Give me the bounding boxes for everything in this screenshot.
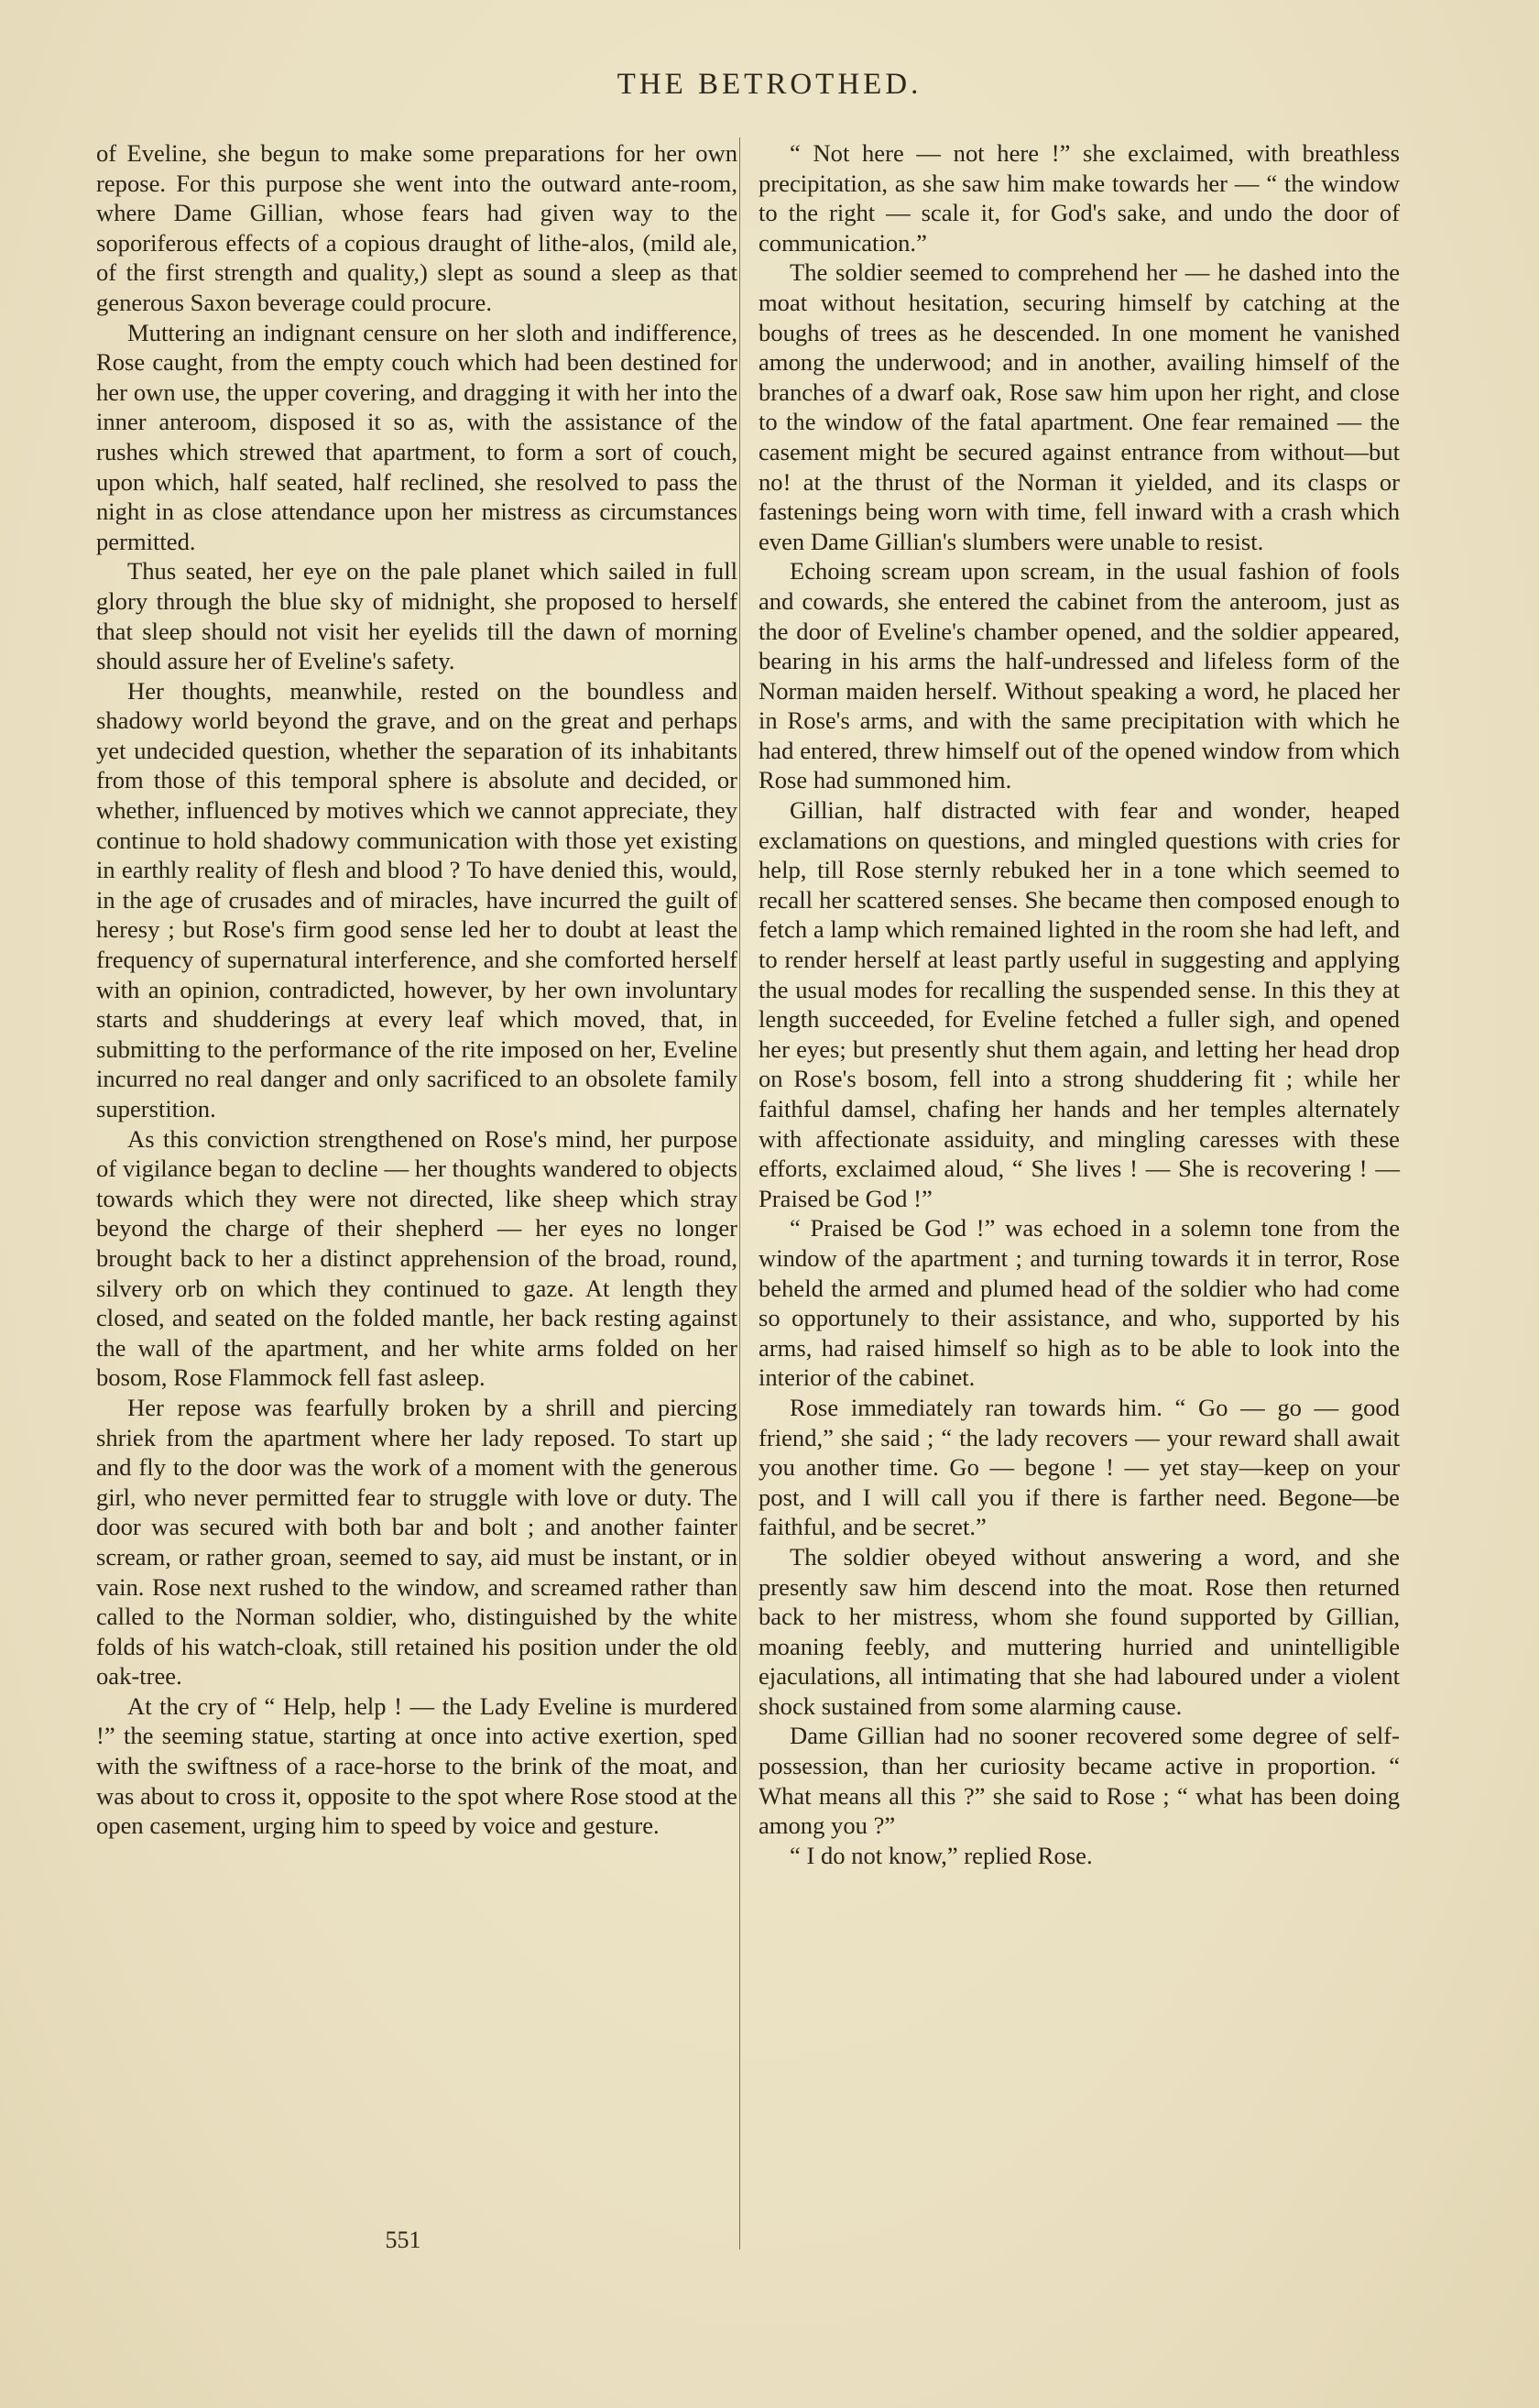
paragraph: Muttering an indignant censure on her sloth and indifference, Rose caught, from the empty couch which had been destined for her own use, the upper covering, and dragging it with her into the inner anteroom, disposed it so as, with the assistance of the rushes which strewed that apartment, to form a sort of couch, upon which, half seated, half reclined, she resolved to pass the night in as close attendance upon her mistress as circumstances permitted. [96,318,737,555]
paragraph: Echoing scream upon scream, in the usual fashion of fools and cowards, she entered the cabinet from the anteroom, just as the door of Eveline's chamber opened, and the soldier appeared, bearing in his arms the half-undressed and lifeless form of the Norman maiden herself. Without speaking a word, he placed her in Rose's arms, and with the same precipitation with which he had entered, threw himself out of the opened window from which Rose had summoned him. [759,557,1400,794]
page-number: 551 [385,2227,421,2253]
paragraph: “ I do not know,” replied Rose. [790,1841,1093,1869]
paragraph: of Eveline, she begun to make some preparations for her own repose. For this purpose she went into the outward ante-room, where Dame Gillian, whose fears had given way to the soporiferous effects of a copious draught of lithe-alos, (mild ale, of the first strength and quality,) slept as sound a sleep as that generous Saxon beverage could procure. [96,139,737,316]
running-head: THE BETROTHED. [617,68,922,101]
paragraph: “ Praised be God !” was echoed in a solemn tone from the window of the apartment ; and turning towards it in terror, Rose beheld the armed and plumed head of the soldier who had come so opportunely to their assistance, and who, supported by his arms, had raised himself so high as to be able to look into the interior of the cabinet. [759,1214,1400,1392]
right-column [759,138,1400,1870]
paragraph: Her repose was fearfully broken by a shrill and piercing shriek from the apartment where her lady reposed. To start up and fly to the door was the work of a moment with the generous girl, who never permitted fear to struggle with love or duty. The door was secured with both bar and bolt ; and another fainter scream, or rather groan, seemed to say, aid must be instant, or in vain. Rose next rushed to the window, and screamed rather than called to the Norman soldier, who, distinguished by the white folds of his watch-cloak, still retained his position under the old oak-tree. [96,1393,737,1691]
paragraph: Thus seated, her eye on the pale planet which sailed in full glory through the blue sky of midnight, she proposed to herself that sleep should not visit her eyelids till the dawn of morning should assure her of Eveline's safety. [96,557,737,675]
paragraph: As this conviction strengthened on Rose's mind, her purpose of vigilance began to decline — her thoughts wandered to objects towards which they were not directed, like sheep which stray beyond the charge of their shepherd — her eyes no longer brought back to her a distinct apprehension of the broad, round, silvery orb on which they continued to gaze. At length they closed, and seated on the folded mantle, her back resting against the wall of the apartment, and her white arms folded on her bosom, Rose Flammock fell fast asleep. [96,1124,737,1392]
paragraph: At the cry of “ Help, help ! — the Lady Eveline is murdered !” the seeming statue, starting at once into active exertion, sped with the swiftness of a race-horse to the brink of the moat, and was about to cross it, opposite to the spot where Rose stood at the open casement, urging him to speed by voice and gesture. [96,1691,737,1840]
paragraph: Gillian, half distracted with fear and wonder, heaped exclamations on questions, and mingled questions with cries for help, till Rose sternly rebuked her in a tone which seemed to recall her scattered senses. She became then composed enough to fetch a lamp which remained lighted in the room she had left, and to render herself at least partly useful in suggesting and applying the usual modes for recalling the suspended sense. In this they at length succeeded, for Eveline fetched a fuller sigh, and opened her eyes; but presently shut them again, and letting her head drop on Rose's bosom, fell into a strong shuddering fit ; while her faithful damsel, chafing her hands and her temples alternately with affectionate assiduity, and mingling caresses with these efforts, exclaimed aloud, “ She lives ! — She is recovering ! — Praised be God !” [759,796,1400,1212]
left-column [96,138,737,1841]
paragraph: Her thoughts, meanwhile, rested on the boundless and shadowy world beyond the grave, and on the great and perhaps yet undecided question, whether the separation of its inhabitants from those of this temporal sphere is absolute and decided, or whether, influenced by motives which we cannot appreciate, they continue to hold shadowy communication with those yet existing in earthly reality of flesh and blood ? To have denied this, would, in the age of crusades and of miracles, have incurred the guilt of heresy ; but Rose's firm good sense led her to doubt at least the frequency of supernatural interference, and she comforted herself with an opinion, contradicted, however, by her own involuntary starts and shudderings at every leaf which moved, that, in submitting to the performance of the rite imposed on her, Eveline incurred no real danger and only sacrificed to an obsolete family superstition. [96,676,737,1122]
column-rule [739,137,740,2249]
paragraph: The soldier seemed to comprehend her — he dashed into the moat without hesitation, securing himself by catching at the boughs of trees as he descended. In one moment he vanished among the underwood; and in another, availing himself of the branches of a dwarf oak, Rose saw him upon her right, and close to the window of the fatal apartment. One fear remained — the casement might be secured against entrance from without—but no! at the thrust of the Norman it yielded, and its clasps or fastenings being worn with time, fell inward with a crash which even Dame Gillian's slumbers were unable to resist. [759,258,1400,555]
paragraph: “ Not here — not here !” she exclaimed, with breathless precipitation, as she saw him make towards her — “ the window to the right — scale it, for God's sake, and undo the door of communication.” [759,139,1400,257]
paragraph: The soldier obeyed without answering a word, and she presently saw him descend into the moat. Rose then returned back to her mistress, whom she found supported by Gillian, moaning feebly, and muttering hurried and unintelligible ejaculations, all intimating that she had laboured under a violent shock sustained from some alarming cause. [759,1542,1400,1720]
paragraph: Rose immediately ran towards him. “ Go — go — good friend,” she said ; “ the lady recovers — your reward shall await you another time. Go — begone ! — yet stay—keep on your post, and I will call you if there is farther need. Begone—be faithful, and be secret.” [759,1393,1400,1541]
paragraph: Dame Gillian had no sooner recovered some degree of self-possession, than her curiosity became active in proportion. “ What means all this ?” she said to Rose ; “ what has been doing among you ?” [759,1722,1400,1840]
